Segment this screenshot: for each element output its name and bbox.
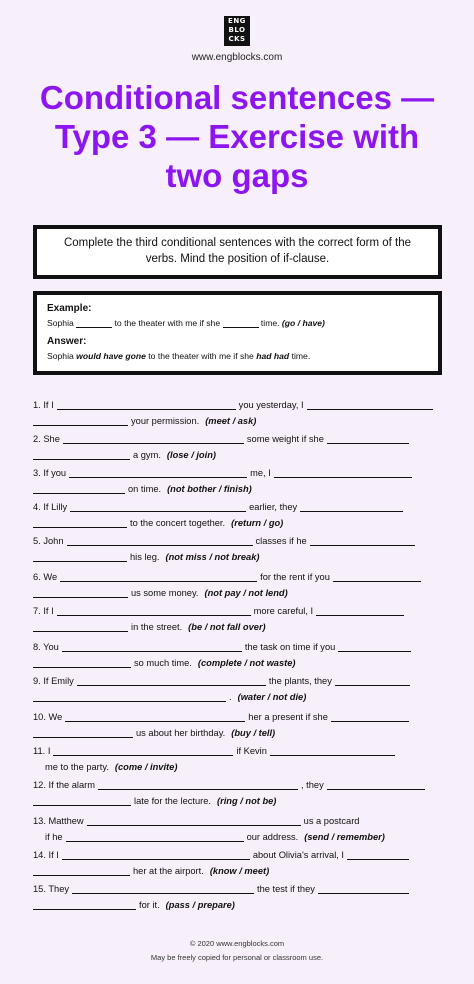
item-9-mid: the plants, they: [268, 676, 332, 686]
item-15-gap-2a[interactable]: [318, 883, 409, 894]
item-13-if: if he: [45, 832, 63, 842]
item-10-gap-2b[interactable]: [33, 727, 133, 738]
item-11-mid: if Kevin: [236, 746, 267, 756]
item-6-gap-1[interactable]: [60, 571, 257, 582]
item-10-mid: her a present if she: [248, 712, 328, 722]
item-5-line-2: [33, 550, 259, 562]
title-line-2: Type 3 — Exercise with: [54, 118, 420, 155]
item-4-hint: (return / go): [231, 518, 284, 528]
item-15-gap-2b[interactable]: [33, 899, 136, 910]
item-2-hint: (lose / join): [166, 450, 216, 460]
item-9-hint: (water / not die): [237, 692, 307, 702]
item-5-start: 5. John: [33, 536, 64, 546]
item-3-mid: me, I: [250, 468, 271, 478]
item-9-gap-2b[interactable]: [33, 691, 226, 702]
item-7-start: 7. If I: [33, 606, 54, 616]
footer-note: May be freely copied for personal or classroom use.: [150, 953, 324, 962]
item-2-end: a gym.: [133, 450, 161, 460]
item-3-gap-2b[interactable]: [33, 483, 125, 494]
item-7-end: in the street.: [131, 622, 183, 632]
item-8-end: so much time.: [134, 658, 192, 668]
item-10-end: us about her birthday.: [136, 728, 226, 738]
item-15-hint: (pass / prepare): [165, 900, 235, 910]
logo-line-2: BLO: [228, 26, 246, 34]
item-6-line-2: [33, 586, 288, 598]
item-9-gap-2a[interactable]: [335, 675, 410, 686]
item-8-start: 8. You: [33, 642, 59, 652]
item-2-gap-1[interactable]: [63, 433, 244, 444]
item-13-start: 13. Matthew: [33, 816, 84, 826]
item-13-gap-2[interactable]: [66, 831, 244, 842]
example-box: [33, 291, 442, 375]
item-4-line-1: [33, 500, 403, 512]
item-7-gap-2b[interactable]: [33, 621, 128, 632]
item-6-line-1: [33, 570, 421, 582]
item-4-start: 4. If Lilly: [33, 502, 68, 512]
item-13-gap-1[interactable]: [87, 815, 301, 826]
item-6-gap-2a[interactable]: [333, 571, 421, 582]
answer-verb-1: would have gone: [76, 351, 146, 361]
logo-line-1: ENG: [228, 17, 246, 25]
item-7-line-1: [33, 604, 404, 616]
item-11-line-2: [33, 760, 177, 772]
example-gap-1: [76, 318, 112, 328]
answer-pre: Sophia: [47, 351, 74, 361]
item-11-start: 11. I: [33, 746, 51, 756]
example-mid: to the theater with me if she: [114, 318, 221, 328]
item-14-line-1: [33, 848, 409, 860]
item-3-gap-1[interactable]: [69, 467, 247, 478]
item-2-gap-2b[interactable]: [33, 449, 130, 460]
item-1-line-2: [33, 414, 256, 426]
item-3-start: 3. If you: [33, 468, 67, 478]
item-13-end: our address.: [246, 832, 299, 842]
item-12-line-1: [33, 778, 425, 790]
item-7-line-2: [33, 620, 266, 632]
item-1-gap-1[interactable]: [57, 399, 236, 410]
item-14-gap-1[interactable]: [62, 849, 250, 860]
item-12-hint: (ring / not be): [217, 796, 277, 806]
item-8-line-1: [33, 640, 411, 652]
example-sentence: [47, 318, 428, 328]
item-3-line-1: [33, 466, 412, 478]
item-3-line-2: [33, 482, 252, 494]
item-1-start: 1. If I: [33, 400, 54, 410]
item-5-end: his leg.: [130, 552, 160, 562]
item-9-gap-1[interactable]: [77, 675, 266, 686]
item-6-hint: (not pay / not lend): [204, 588, 288, 598]
item-14-line-2: [33, 864, 269, 876]
item-15-start: 15. They: [33, 884, 70, 894]
instructions-box: [33, 225, 442, 279]
item-4-gap-2a[interactable]: [300, 501, 403, 512]
item-9-start: 9. If Emily: [33, 676, 74, 686]
engblocks-logo: [224, 16, 250, 46]
item-10-hint: (buy / tell): [231, 728, 276, 738]
footer-copyright: © 2020 www.engblocks.com: [189, 939, 285, 948]
item-12-gap-1[interactable]: [98, 779, 298, 790]
item-10-line-1: [33, 710, 409, 722]
logo-line-3: CKS: [228, 35, 246, 43]
item-14-end: her at the airport.: [133, 866, 204, 876]
example-hint: (go / have): [281, 318, 325, 328]
item-12-mid: , they: [301, 780, 324, 790]
item-1-end: your permission.: [131, 416, 200, 426]
item-12-line-2: [33, 794, 276, 806]
item-15-end: for it.: [139, 900, 160, 910]
item-13-hint: (send / remember): [304, 832, 385, 842]
item-4-gap-2b[interactable]: [33, 517, 127, 528]
item-13-line-1: [33, 814, 362, 826]
item-14-mid: about Olivia's arrival, I: [252, 850, 345, 860]
item-11-gap-2[interactable]: [270, 745, 395, 756]
item-14-gap-2a[interactable]: [347, 849, 409, 860]
item-2-mid: some weight if she: [246, 434, 324, 444]
item-2-start: 2. She: [33, 434, 60, 444]
item-8-mid: the task on time if you: [244, 642, 336, 652]
item-5-gap-2b[interactable]: [33, 551, 127, 562]
item-12-end: late for the lecture.: [134, 796, 211, 806]
item-8-hint: (complete / not waste): [197, 658, 296, 668]
item-5-gap-1[interactable]: [67, 535, 253, 546]
item-7-gap-1[interactable]: [57, 605, 251, 616]
item-3-hint: (not bother / finish): [167, 484, 252, 494]
item-3-gap-2a[interactable]: [274, 467, 412, 478]
item-6-start: 6. We: [33, 572, 58, 582]
item-1-gap-2b[interactable]: [33, 415, 128, 426]
item-2-line-2: [33, 448, 216, 460]
item-2-gap-2a[interactable]: [327, 433, 409, 444]
item-14-start: 14. If I: [33, 850, 59, 860]
item-12-gap-2a[interactable]: [327, 779, 425, 790]
item-1-gap-2a[interactable]: [307, 399, 433, 410]
item-8-gap-2b[interactable]: [33, 657, 131, 668]
item-14-hint: (know / meet): [209, 866, 270, 876]
item-1-mid: you yesterday, I: [238, 400, 304, 410]
example-gap-2: [223, 318, 259, 328]
item-13-line-2: [33, 830, 385, 842]
example-pre: Sophia: [47, 318, 74, 328]
item-6-end: us some money.: [131, 588, 199, 598]
answer-sentence: [47, 351, 428, 361]
item-9-line-1: [33, 674, 410, 686]
title-line-3: two gaps: [165, 157, 309, 194]
item-4-line-2: [33, 516, 283, 528]
title-line-1: Conditional sentences —: [39, 79, 435, 116]
page-title: [10, 78, 464, 195]
item-12-start: 12. If the alarm: [33, 780, 96, 790]
item-15-line-1: [33, 882, 409, 894]
item-5-mid: classes if he: [255, 536, 307, 546]
item-13-mid: us a postcard: [303, 816, 360, 826]
item-10-gap-2a[interactable]: [331, 711, 409, 722]
item-11-hint: (come / invite): [114, 762, 178, 772]
item-1-line-1: [33, 398, 433, 410]
item-9-line-2: [33, 690, 306, 702]
item-7-mid: more careful, I: [253, 606, 314, 616]
item-12-gap-2b[interactable]: [33, 795, 131, 806]
item-11-end: me to the party.: [45, 762, 109, 772]
item-4-gap-1[interactable]: [70, 501, 246, 512]
item-1-hint: (meet / ask): [205, 416, 257, 426]
item-7-gap-2a[interactable]: [316, 605, 404, 616]
item-10-gap-1[interactable]: [65, 711, 245, 722]
item-5-gap-2a[interactable]: [310, 535, 415, 546]
item-8-line-2: [33, 656, 296, 668]
item-8-gap-1[interactable]: [62, 641, 242, 652]
example-label: Example:: [47, 303, 92, 314]
item-14-gap-2b[interactable]: [33, 865, 130, 876]
site-url: www.engblocks.com: [191, 52, 283, 63]
item-3-end: on time.: [128, 484, 162, 494]
item-10-line-2: [33, 726, 275, 738]
answer-label: Answer:: [47, 336, 87, 347]
item-15-line-2: [33, 898, 235, 910]
answer-verb-2: had had: [256, 351, 290, 361]
item-9-end: .: [229, 692, 232, 702]
item-10-start: 10. We: [33, 712, 63, 722]
item-8-gap-2a[interactable]: [338, 641, 411, 652]
item-7-hint: (be / not fall over): [188, 622, 266, 632]
item-15-gap-1[interactable]: [72, 883, 254, 894]
item-11-gap-1[interactable]: [53, 745, 233, 756]
item-4-end: to the concert together.: [130, 518, 226, 528]
item-5-line-1: [33, 534, 415, 546]
answer-post: time.: [291, 351, 311, 361]
item-6-gap-2b[interactable]: [33, 587, 128, 598]
instructions-text: Complete the third conditional sentences with the correct form of the verbs. Mind the position of if-clause.: [63, 237, 412, 265]
item-11-line-1: [33, 744, 395, 756]
item-6-mid: for the rent if you: [260, 572, 330, 582]
item-15-mid: the test if they: [257, 884, 315, 894]
answer-mid: to the theater with me if she: [148, 351, 254, 361]
example-post: time.: [260, 318, 280, 328]
item-4-mid: earlier, they: [249, 502, 298, 512]
item-5-hint: (not miss / not break): [165, 552, 260, 562]
item-2-line-1: [33, 432, 409, 444]
